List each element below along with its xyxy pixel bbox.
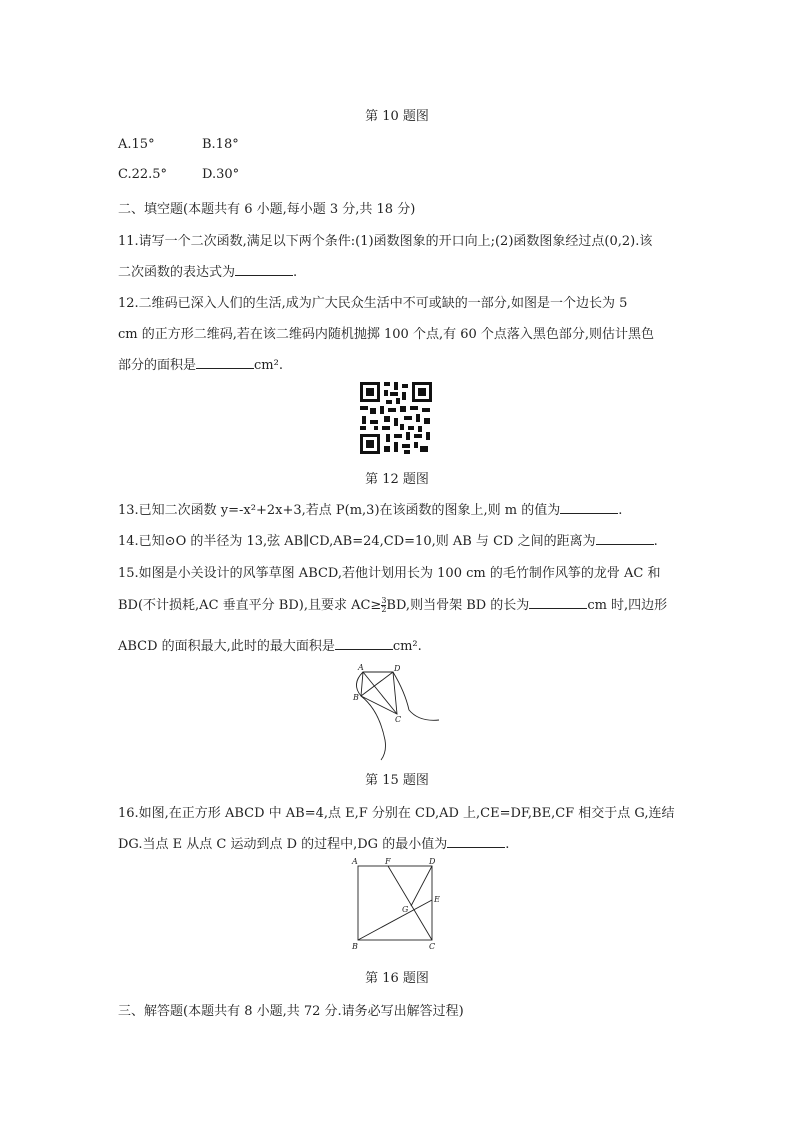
- section2-heading: 二、填空题(本题共有 6 小题,每小题 3 分,共 18 分): [118, 202, 416, 217]
- answer-blank: [196, 356, 254, 369]
- kite-tail-curve: [361, 696, 386, 760]
- qr-finder-top-left: [360, 382, 380, 402]
- label-b: B: [353, 693, 359, 702]
- label-c: C: [395, 715, 402, 724]
- label-c: C: [429, 942, 436, 951]
- option-b: B.18°: [202, 137, 239, 152]
- q15-line2: BD(不计损耗,AC 垂直平分 BD),且要求 AC≥ $\frac{3}{2}$ BD,则当骨架 BD 的长为 cm 时,四边形: [118, 596, 668, 614]
- q11-line1: 11.请写一个二次函数,满足以下两个条件:(1)函数图象的开口向上;(2)函数图象经过点(0,2).该: [118, 234, 653, 249]
- q11-line2: 二次函数的表达式为 .: [118, 265, 298, 280]
- fraction-three-halves: $\frac{3}{2}$: [381, 596, 387, 614]
- label-a: A: [358, 663, 364, 672]
- answer-blank: [447, 835, 505, 848]
- answer-blank: [335, 637, 393, 650]
- kite-figure: [345, 662, 445, 762]
- fig15-caption: 第 15 题图: [365, 773, 429, 788]
- q16-line2: DG.当点 E 从点 C 运动到点 D 的过程中,DG 的最小值为 .: [118, 837, 510, 852]
- fig12-caption: 第 12 题图: [365, 472, 429, 487]
- q13-line: 13.已知二次函数 y=-x²+2x+3,若点 P(m,3)在该函数的图象上,则 m 的值为 .: [118, 503, 623, 518]
- q12-line2: cm 的正方形二维码,若在该二维码内随机抛掷 100 个点,有 60 个点落入黑色部分,则估计黑色: [118, 327, 655, 342]
- answer-blank: [235, 263, 293, 276]
- option-c: C.22.5°: [118, 167, 168, 182]
- option-a: A.15°: [118, 137, 155, 152]
- label-e: E: [434, 895, 440, 904]
- qr-finder-top-right: [412, 382, 432, 402]
- label-a: A: [352, 857, 358, 866]
- answer-blank: [596, 532, 654, 545]
- q15-line3: ABCD 的面积最大,此时的最大面积是 cm².: [118, 639, 422, 654]
- qr-finder-bottom-left: [360, 434, 380, 454]
- label-d: D: [429, 857, 436, 866]
- q16-line1: 16.如图,在正方形 ABCD 中 AB=4,点 E,F 分别在 CD,AD 上,CE=DF,BE,CF 相交于点 G,连结: [118, 806, 675, 821]
- segment-cf: [388, 866, 432, 940]
- label-f: F: [385, 857, 391, 866]
- label-g: G: [402, 905, 409, 914]
- square-figure: [350, 857, 446, 953]
- q12-line3: 部分的面积是 cm².: [118, 358, 283, 373]
- answer-blank: [560, 501, 618, 514]
- segment-dg: [411, 866, 432, 906]
- answer-blank: [529, 596, 587, 609]
- options-row-2: [118, 167, 239, 182]
- option-d: D.30°: [202, 167, 240, 182]
- kite-arc-right: [393, 672, 439, 720]
- q15-line1: 15.如图是小关设计的风筝草图 ABCD,若他计划用长为 100 cm 的毛竹制作风筝的龙骨 AC 和: [118, 566, 661, 581]
- label-d: D: [394, 664, 401, 673]
- q14-line: 14.已知⊙O 的半径为 13,弦 AB∥CD,AB=24,CD=10,则 AB 与 CD 之间的距离为 .: [118, 534, 658, 549]
- fig16-caption: 第 16 题图: [365, 971, 429, 986]
- q12-line1: 12.二维码已深入人们的生活,成为广大民众生活中不可或缺的一部分,如图是一个边长为 5: [118, 296, 628, 311]
- section3-heading: 三、解答题(本题共有 8 小题,共 72 分.请务必写出解答过程): [118, 1004, 464, 1019]
- qr-code-figure: [358, 380, 434, 456]
- fig10-caption: 第 10 题图: [365, 109, 429, 124]
- label-b: B: [352, 942, 358, 951]
- options-row-1: [118, 137, 239, 152]
- segment-be: [358, 900, 432, 940]
- kite-diagonal-ac: [363, 672, 397, 714]
